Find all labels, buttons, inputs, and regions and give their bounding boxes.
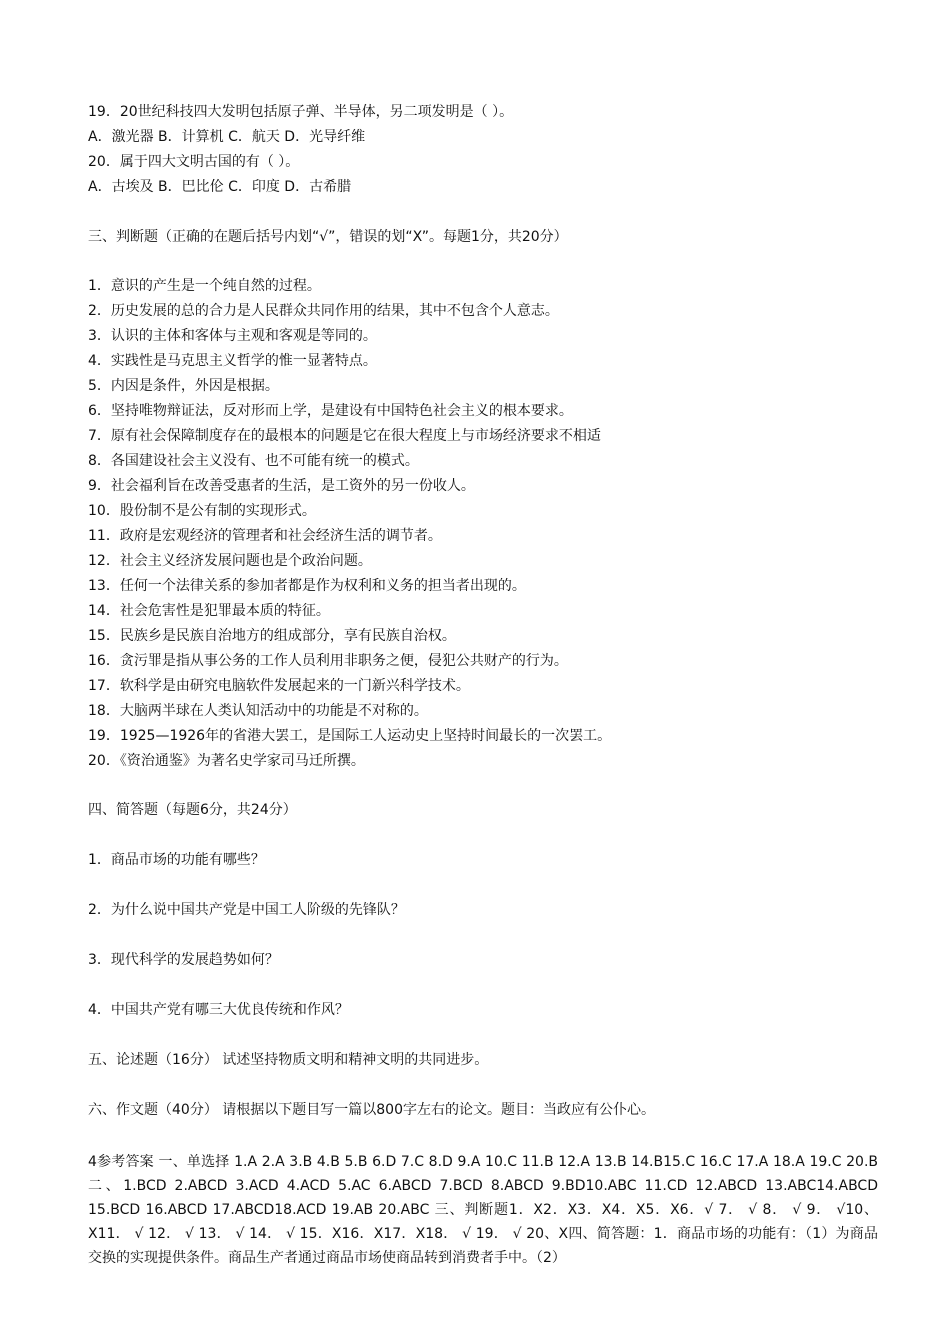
composition-section: 六、作文题（40分） 请根据以下题目写一篇以800字左右的论文。题目：当政应有公仆心。 (88, 1102, 655, 1118)
tf-item: 6．坚持唯物辩证法，反对形而上学，是建设有中国特色社会主义的根本要求。 (88, 403, 573, 419)
question-20-choice: 20．属于四大文明古国的有（ ）。 (88, 154, 300, 170)
tf-item: 2．历史发展的总的合力是人民群众共同作用的结果，其中不包含个人意志。 (88, 303, 559, 319)
essay-section: 五、论述题（16分） 试述坚持物质文明和精神文明的共同进步。 (88, 1052, 489, 1068)
tf-item: 3．认识的主体和客体与主观和客观是等同的。 (88, 328, 377, 344)
question-20-options: A．古埃及 B．巴比伦 C．印度 D．古希腊 (88, 179, 352, 195)
question-19-options: A．激光器 B．计算机 C．航天 D．光导纤维 (88, 129, 366, 145)
short-answer-item: 1．商品市场的功能有哪些？ (88, 852, 265, 868)
tf-item: 10．股份制不是公有制的实现形式。 (88, 503, 316, 519)
short-answer-section-header: 四、简答题（每题6分，共24分） (88, 802, 297, 818)
question-19-choice: 19．20世纪科技四大发明包括原子弹、半导体，另二项发明是（ ）。 (88, 104, 514, 120)
tf-item: 1．意识的产生是一个纯自然的过程。 (88, 278, 321, 294)
tf-item: 9．社会福利旨在改善受惠者的生活，是工资外的另一份收人。 (88, 478, 475, 494)
answer-key: 4参考答案 一、单选择 1.A 2.A 3.B 4.B 5.B 6.D 7.C 8.D 9.A 10.C 11.B 12.A 13.B 14.B15.C 16.C 17.A 18.A 19.C 20.B 二、1.BCD 2.ABCD 3.ACD 4.ACD 5.AC 6.ABCD 7.BCD 8.ABCD 9.BD10.ABC 11.CD 12.ABCD 13.ABC14.ABCD 15.BCD 16.ABCD 17.ABCD18.ACD 19.AB 20.ABC 三、判断题1．X2．X3．X4．X5．X6．√ 7． √ 8． √ 9． √10、X11． √ 12． √ 13． √ 14． √ 15．X16．X17．X18． √ 19． √ 20、X四、简答题：1．商品市场的功能有：（1）为商品交换的实现提供条件。商品生产者通过商品市场使商品转到消费者手中。（2） (88, 1154, 878, 1266)
true-false-section-header: 三、判断题（正确的在题后括号内划“√”，错误的划“X”。每题1分，共20分） (88, 229, 568, 245)
short-answer-item: 3．现代科学的发展趋势如何？ (88, 952, 279, 968)
tf-item: 8．各国建设社会主义没有、也不可能有统一的模式。 (88, 453, 419, 469)
tf-item: 7．原有社会保障制度存在的最根本的问题是它在很大程度上与市场经济要求不相适 (88, 428, 601, 444)
short-answer-item: 2．为什么说中国共产党是中国工人阶级的先锋队？ (88, 902, 405, 918)
tf-item: 12．社会主义经济发展问题也是个政治问题。 (88, 553, 372, 569)
tf-item: 19．1925—1926年的省港大罢工，是国际工人运动史上坚持时间最长的一次罢工。 (88, 728, 612, 744)
tf-item: 18．大脑两半球在人类认知活动中的功能是不对称的。 (88, 703, 428, 719)
tf-item: 5．内因是条件，外因是根据。 (88, 378, 279, 394)
tf-item: 17．软科学是由研究电脑软件发展起来的一门新兴科学技术。 (88, 678, 470, 694)
tf-item: 13．任何一个法律关系的参加者都是作为权利和义务的担当者出现的。 (88, 578, 526, 594)
tf-item: 11．政府是宏观经济的管理者和社会经济生活的调节者。 (88, 528, 442, 544)
tf-item: 20．《资治通鉴》为著名史学家司马迁所撰。 (88, 753, 365, 769)
tf-item: 14．社会危害性是犯罪最本质的特征。 (88, 603, 330, 619)
short-answer-item: 4．中国共产党有哪三大优良传统和作风？ (88, 1002, 349, 1018)
tf-item: 4．实践性是马克思主义哲学的惟一显著特点。 (88, 353, 377, 369)
tf-item: 16．贪污罪是指从事公务的工作人员利用非职务之便，侵犯公共财产的行为。 (88, 653, 568, 669)
tf-item: 15．民族乡是民族自治地方的组成部分，享有民族自治权。 (88, 628, 456, 644)
